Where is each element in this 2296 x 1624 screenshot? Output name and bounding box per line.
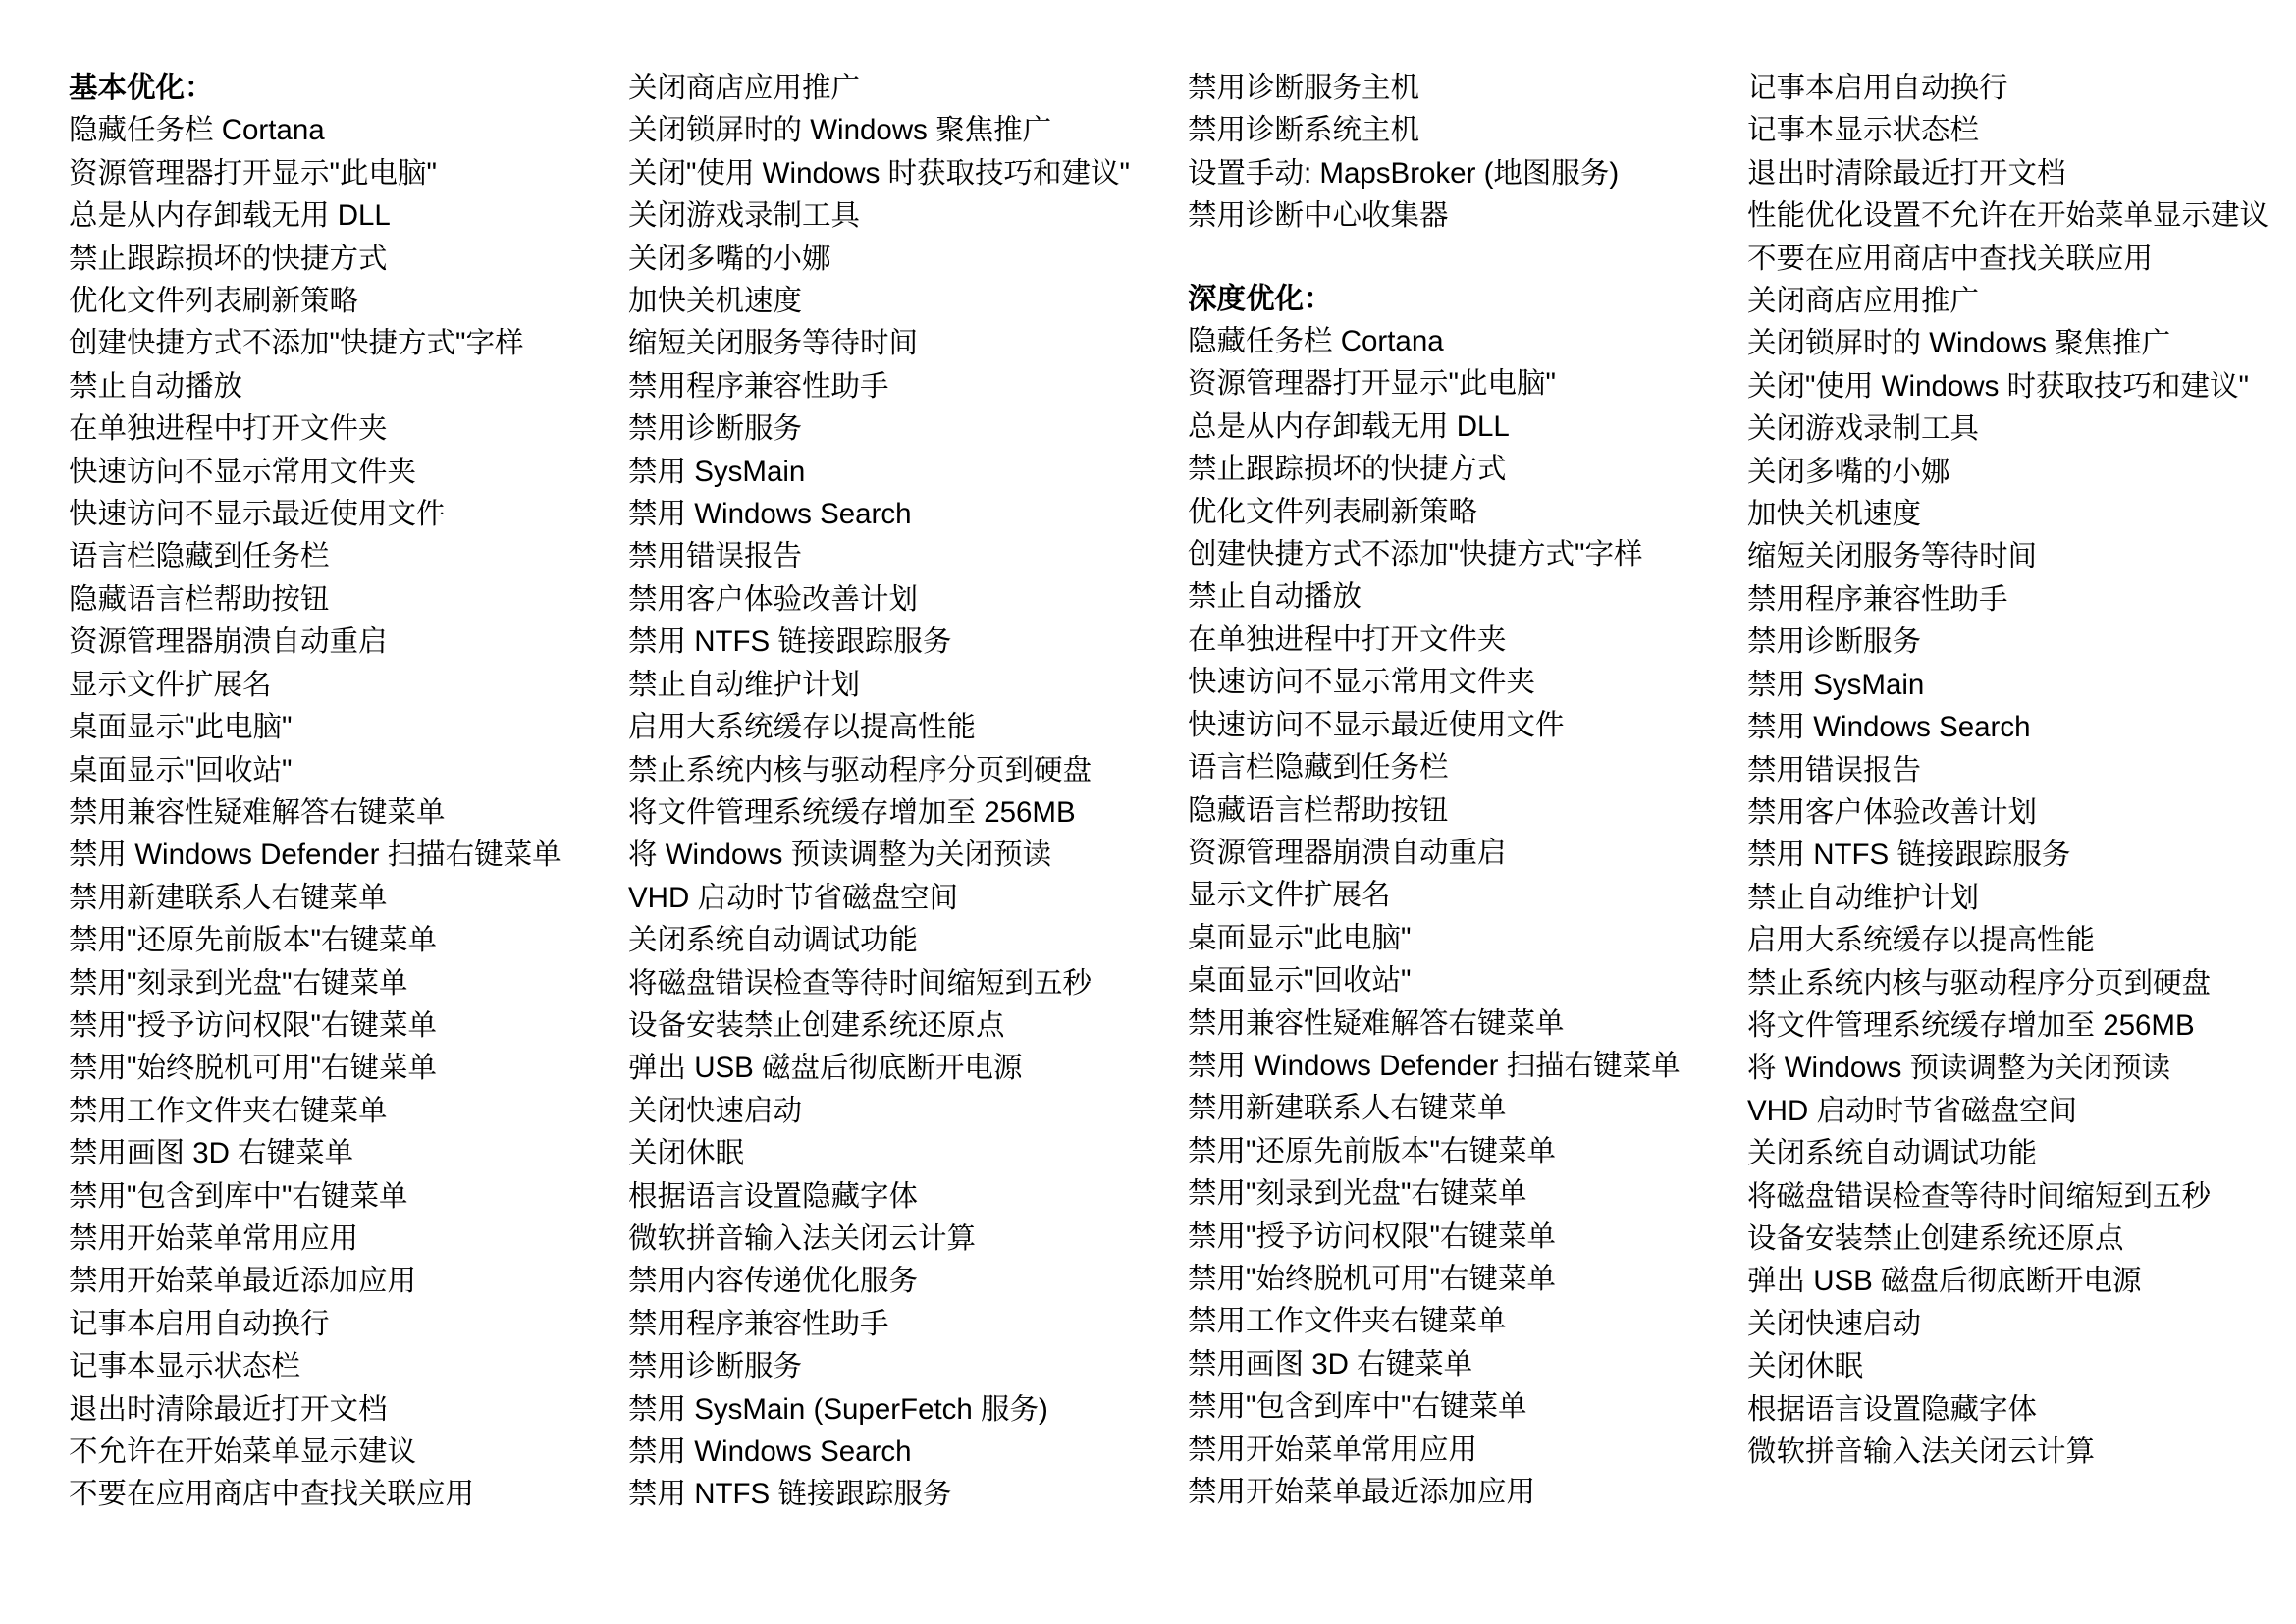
optimization-item: 在单独进程中打开文件夹 (1188, 623, 1507, 656)
optimization-item: 禁用"包含到库中"右键菜单 (1188, 1390, 1527, 1424)
optimization-item: 退出时清除最近打开文档 (1747, 156, 2066, 189)
optimization-item: 将文件管理系统缓存增加至 256MB (628, 795, 1076, 829)
optimization-item: 弹出 USB 磁盘后彻底断开电源 (628, 1052, 1023, 1085)
optimization-item: 禁用 Windows Defender 扫描右键菜单 (69, 839, 561, 872)
optimization-item: 关闭系统自动调试功能 (1747, 1137, 2038, 1170)
optimization-item: 禁用错误报告 (628, 540, 803, 573)
optimization-item: 关闭快速启动 (628, 1094, 803, 1127)
optimization-item: 禁止系统内核与驱动程序分页到硬盘 (628, 753, 1093, 786)
optimization-item: 禁止自动播放 (69, 369, 243, 403)
optimization-item: 禁用 Windows Defender 扫描右键菜单 (1188, 1049, 1681, 1082)
optimization-item: 禁用诊断服务 (1747, 625, 1922, 659)
optimization-item: 禁用 Windows Search (628, 1435, 912, 1468)
optimization-item: 设置手动: MapsBroker (地图服务) (1188, 156, 1620, 189)
optimization-item: 禁止跟踪损坏的快捷方式 (1188, 453, 1507, 486)
optimization-item: 根据语言设置隐藏字体 (1747, 1392, 2038, 1426)
optimization-item: 不允许在开始菜单显示建议 (69, 1435, 417, 1468)
section-heading: 基本优化： (69, 72, 214, 104)
optimization-item: 关闭快速启动 (1747, 1307, 1922, 1340)
optimization-item: 设备安装禁止创建系统还原点 (628, 1008, 1005, 1042)
optimization-item: 禁用程序兼容性助手 (628, 1307, 889, 1340)
optimization-item: 禁用开始菜单常用应用 (1188, 1433, 1478, 1466)
optimization-item: 隐藏任务栏 Cortana (69, 114, 325, 147)
optimization-item: 在单独进程中打开文件夹 (69, 412, 388, 446)
optimization-item: 将磁盘错误检查等待时间缩短到五秒 (1747, 1179, 2212, 1213)
optimization-item: 设备安装禁止创建系统还原点 (1747, 1221, 2124, 1255)
optimization-item: 资源管理器崩溃自动重启 (69, 625, 388, 659)
optimization-item: 总是从内存卸载无用 DLL (69, 199, 391, 233)
optimization-item: 微软拼音输入法关闭云计算 (628, 1221, 977, 1255)
optimization-item: 禁用 SysMain (1747, 668, 1925, 701)
optimization-item: 禁用开始菜单最近添加应用 (1188, 1476, 1536, 1508)
optimization-item: 禁用客户体验改善计划 (628, 582, 919, 616)
optimization-item: 禁用工作文件夹右键菜单 (1188, 1305, 1507, 1338)
list-column-1 (69, 67, 628, 1516)
optimization-item: 禁用程序兼容性助手 (628, 369, 889, 403)
optimization-item: 禁用诊断服务 (628, 412, 803, 446)
optimization-item: 禁用"刻录到光盘"右键菜单 (69, 966, 408, 1000)
optimization-item: 将文件管理系统缓存增加至 256MB (1747, 1008, 2195, 1042)
optimization-item: 加快关机速度 (628, 285, 803, 318)
optimization-item: 关闭商店应用推广 (628, 72, 861, 104)
optimization-item: 优化文件列表刷新策略 (1188, 495, 1478, 528)
optimization-item: 不要在应用商店中查找关联应用 (69, 1478, 475, 1511)
optimization-item: 资源管理器崩溃自动重启 (1188, 836, 1507, 869)
optimization-item: 将 Windows 预读调整为关闭预读 (1747, 1052, 2171, 1085)
list-column-3 (1188, 67, 1747, 1513)
optimization-item: 禁用诊断中心收集器 (1188, 199, 1449, 233)
optimization-item: 禁用 SysMain (628, 455, 806, 488)
optimization-item: 禁用开始菜单常用应用 (69, 1221, 359, 1255)
optimization-item: 桌面显示"此电脑" (69, 711, 293, 744)
optimization-item: 关闭锁屏时的 Windows 聚焦推广 (628, 114, 1052, 147)
optimization-item: 关闭"使用 Windows 时获取技巧和建议" (1747, 369, 2250, 403)
optimization-item: 禁止自动维护计划 (1747, 881, 1980, 914)
optimization-item: 禁用"始终脱机可用"右键菜单 (1188, 1262, 1556, 1295)
optimization-item: 性能优化设置不允许在开始菜单显示建议 (1747, 199, 2269, 233)
optimization-item: 禁用 NTFS 链接跟踪服务 (1747, 839, 2071, 872)
optimization-item: 禁用新建联系人右键菜单 (69, 881, 388, 914)
optimization-item: 禁用"还原先前版本"右键菜单 (69, 924, 437, 957)
optimization-item: 禁用开始菜单最近添加应用 (69, 1265, 417, 1298)
optimization-item: 关闭游戏录制工具 (1747, 412, 1980, 446)
optimization-item: 禁止跟踪损坏的快捷方式 (69, 242, 388, 275)
optimization-item: 禁用工作文件夹右键菜单 (69, 1094, 388, 1127)
optimization-item: 禁用内容传递优化服务 (628, 1265, 919, 1298)
optimization-item: 显示文件扩展名 (1188, 879, 1391, 912)
optimization-item: 退出时清除最近打开文档 (69, 1392, 388, 1426)
optimization-item: 禁用诊断系统主机 (1188, 114, 1420, 147)
optimization-item: VHD 启动时节省磁盘空间 (1747, 1094, 2077, 1127)
optimization-item: 关闭多嘴的小娜 (628, 242, 831, 275)
optimization-item: 关闭多嘴的小娜 (1747, 455, 1950, 488)
optimization-item: 快速访问不显示常用文件夹 (69, 455, 417, 488)
optimization-item: 禁用兼容性疑难解答右键菜单 (1188, 1006, 1565, 1040)
optimization-item: 语言栏隐藏到任务栏 (69, 540, 330, 573)
optimization-item: 禁用 Windows Search (628, 498, 912, 531)
optimization-item: 桌面显示"此电脑" (1188, 921, 1412, 954)
optimization-item: 弹出 USB 磁盘后彻底断开电源 (1747, 1265, 2142, 1298)
optimization-item: 创建快捷方式不添加"快捷方式"字样 (1188, 538, 1643, 571)
optimization-item: 关闭休眠 (1747, 1350, 1864, 1383)
optimization-item: 桌面显示"回收站" (1188, 964, 1412, 998)
list-column-4 (1747, 67, 2277, 1473)
optimization-item: 桌面显示"回收站" (69, 753, 293, 786)
optimization-item: 禁用错误报告 (1747, 753, 1922, 786)
optimization-item: 关闭系统自动调试功能 (628, 924, 919, 957)
optimization-item: VHD 启动时节省磁盘空间 (628, 881, 958, 914)
optimization-item: 禁用画图 3D 右键菜单 (69, 1137, 354, 1170)
optimization-item: 资源管理器打开显示"此电脑" (1188, 367, 1556, 401)
optimization-item: 快速访问不显示最近使用文件 (1188, 708, 1565, 741)
optimization-item: 禁用新建联系人右键菜单 (1188, 1092, 1507, 1125)
optimization-item: 禁止系统内核与驱动程序分页到硬盘 (1747, 966, 2212, 1000)
optimization-item: 根据语言设置隐藏字体 (628, 1179, 919, 1213)
optimization-item: 隐藏语言栏帮助按钮 (1188, 793, 1449, 827)
optimization-item: 禁用诊断服务 (628, 1350, 803, 1383)
optimization-item: 缩短关闭服务等待时间 (1747, 540, 2038, 573)
optimization-item: 禁用 NTFS 链接跟踪服务 (628, 1478, 952, 1511)
optimization-item: 记事本启用自动换行 (1747, 72, 2008, 104)
optimization-item: 记事本启用自动换行 (69, 1307, 330, 1340)
optimization-item: 禁用诊断服务主机 (1188, 72, 1420, 104)
optimization-item: 启用大系统缓存以提高性能 (628, 711, 977, 744)
optimization-item: 将磁盘错误检查等待时间缩短到五秒 (628, 966, 1093, 1000)
optimization-item: 禁用程序兼容性助手 (1747, 582, 2008, 616)
optimization-item: 禁用"包含到库中"右键菜单 (69, 1179, 408, 1213)
optimization-item: 关闭"使用 Windows 时获取技巧和建议" (628, 156, 1131, 189)
optimization-item: 缩短关闭服务等待时间 (628, 327, 919, 360)
optimization-item: 记事本显示状态栏 (69, 1350, 301, 1383)
optimization-item: 禁用"授予访问权限"右键菜单 (69, 1008, 437, 1042)
optimization-item: 优化文件列表刷新策略 (69, 285, 359, 318)
optimization-item: 禁用兼容性疑难解答右键菜单 (69, 795, 446, 829)
section-heading: 深度优化： (1188, 282, 1333, 315)
optimization-item: 禁用"刻录到光盘"右键菜单 (1188, 1177, 1527, 1211)
optimization-item: 禁用"授予访问权限"右键菜单 (1188, 1219, 1556, 1253)
optimization-item: 不要在应用商店中查找关联应用 (1747, 242, 2154, 275)
optimization-item: 禁用 Windows Search (1747, 711, 2031, 744)
optimization-item: 禁用"始终脱机可用"右键菜单 (69, 1052, 437, 1085)
optimization-item: 关闭锁屏时的 Windows 聚焦推广 (1747, 327, 2171, 360)
optimization-item: 隐藏语言栏帮助按钮 (69, 582, 330, 616)
optimization-item: 记事本显示状态栏 (1747, 114, 1980, 147)
optimization-item: 禁用"还原先前版本"右键菜单 (1188, 1134, 1556, 1167)
optimization-item: 资源管理器打开显示"此电脑" (69, 156, 437, 189)
optimization-item: 关闭游戏录制工具 (628, 199, 861, 233)
optimization-item: 禁止自动播放 (1188, 580, 1362, 614)
optimization-item: 隐藏任务栏 Cortana (1188, 325, 1444, 358)
optimization-item: 关闭商店应用推广 (1747, 285, 1980, 318)
optimization-item: 快速访问不显示最近使用文件 (69, 498, 446, 531)
optimization-item: 禁用客户体验改善计划 (1747, 795, 2038, 829)
optimization-item: 禁用 NTFS 链接跟踪服务 (628, 625, 952, 659)
optimization-item: 创建快捷方式不添加"快捷方式"字样 (69, 327, 524, 360)
optimization-item: 关闭休眠 (628, 1137, 745, 1170)
optimization-item: 总是从内存卸载无用 DLL (1188, 409, 1510, 443)
list-column-2 (628, 67, 1188, 1516)
optimization-item: 快速访问不显示常用文件夹 (1188, 666, 1536, 699)
optimization-item: 启用大系统缓存以提高性能 (1747, 924, 2096, 957)
optimization-item: 禁用画图 3D 右键菜单 (1188, 1347, 1473, 1380)
optimization-item: 显示文件扩展名 (69, 668, 272, 701)
optimization-item: 加快关机速度 (1747, 498, 1922, 531)
optimization-item: 禁止自动维护计划 (628, 668, 861, 701)
optimization-item: 语言栏隐藏到任务栏 (1188, 751, 1449, 785)
optimization-item: 微软拼音输入法关闭云计算 (1747, 1435, 2096, 1468)
optimization-item: 将 Windows 预读调整为关闭预读 (628, 839, 1052, 872)
optimization-item: 禁用 SysMain (SuperFetch 服务) (628, 1392, 1048, 1426)
